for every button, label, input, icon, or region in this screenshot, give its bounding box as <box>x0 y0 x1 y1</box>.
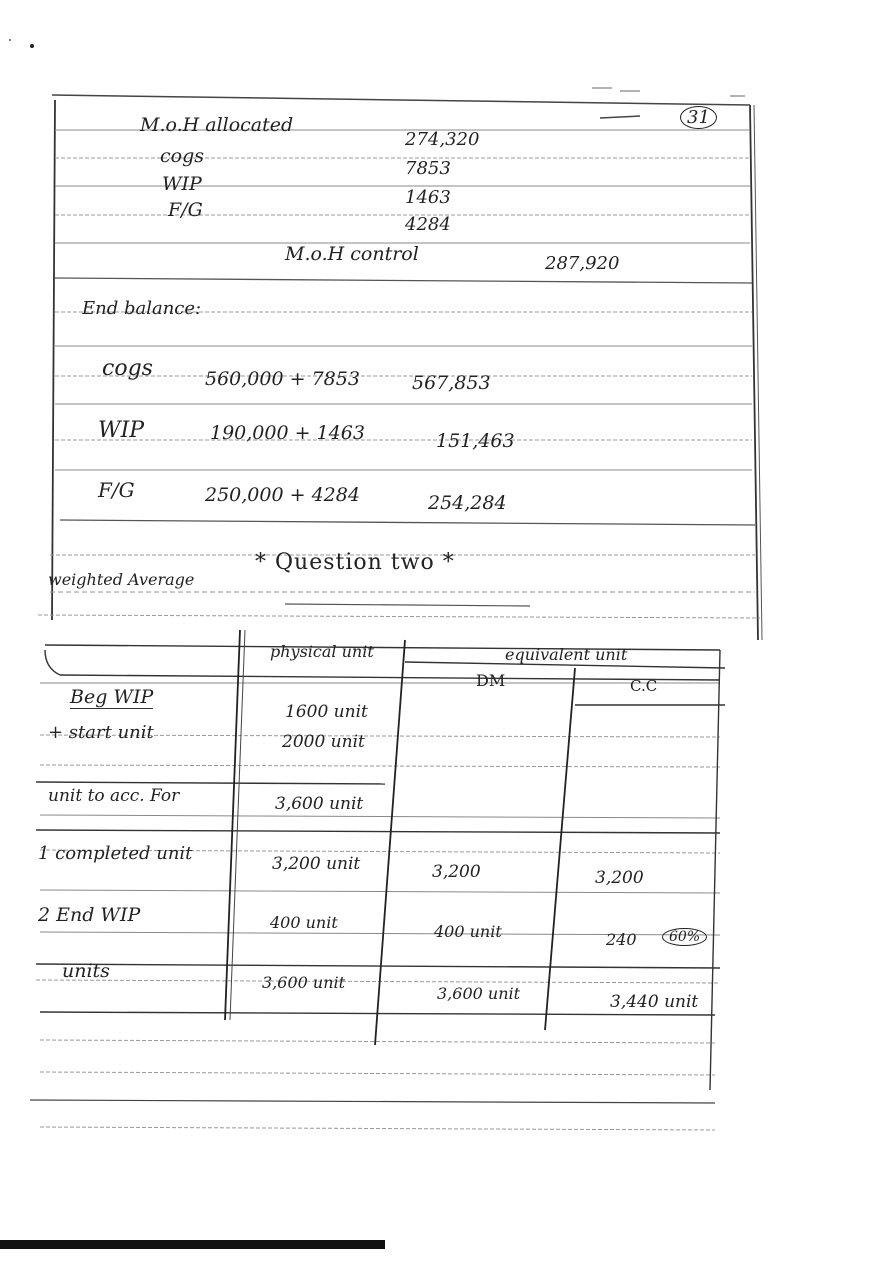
row-units-dm: 3,600 unit <box>437 984 521 1003</box>
row-completed-cc: 3,200 <box>595 868 644 888</box>
row-end-wip-dm: 400 unit <box>434 922 502 941</box>
header-dm: DM <box>476 671 506 690</box>
row-end-wip-cc: 240 <box>606 930 637 949</box>
cogs-calc: 560,000 + 7853 <box>205 368 360 390</box>
row-completed-label: 1 completed unit <box>38 843 193 864</box>
journal-row-3-amount: 1463 <box>405 187 451 208</box>
end-balance-heading: End balance: <box>82 298 202 319</box>
header-physical-unit: physical unit <box>270 642 374 661</box>
journal-row-2-amount: 7853 <box>405 158 451 179</box>
row-start-unit-physical: 2000 unit <box>282 732 365 752</box>
credit-amount: 287,920 <box>545 253 620 274</box>
wip-label: WIP <box>98 418 145 443</box>
cogs-label: cogs <box>102 356 153 381</box>
credit-account: M.o.H control <box>285 243 419 265</box>
question-two-title: * Question two * <box>255 550 455 575</box>
journal-row-4-account: F/G <box>168 199 203 221</box>
row-to-account-label: unit to acc. For <box>48 786 180 806</box>
fg-label: F/G <box>98 478 135 502</box>
row-units-physical: 3,600 unit <box>262 973 346 992</box>
row-end-wip-label: 2 End WIP <box>38 904 141 926</box>
row-completed-dm: 3,200 <box>432 862 481 882</box>
fg-calc: 250,000 + 4284 <box>205 484 360 506</box>
journal-row-2-account: cogs <box>160 145 204 167</box>
row-units-cc: 3,440 unit <box>610 992 699 1012</box>
row-completed-physical: 3,200 unit <box>272 854 361 874</box>
journal-row-1-account: M.o.H allocated <box>140 114 294 136</box>
journal-row-3-account: WIP <box>162 173 202 195</box>
wip-calc: 190,000 + 1463 <box>210 422 365 444</box>
row-start-unit-label: + start unit <box>48 722 154 743</box>
scan-edge-bar <box>0 1240 385 1249</box>
journal-row-1-amount: 274,320 <box>405 129 480 150</box>
method-label: weighted Average <box>48 570 195 589</box>
page-number: 31 <box>680 106 717 129</box>
journal-row-4-amount: 4284 <box>405 214 451 235</box>
wip-result: 151,463 <box>436 430 515 452</box>
row-units-label: units <box>62 960 110 982</box>
header-cc: C.C <box>630 677 658 695</box>
fg-result: 254,284 <box>428 492 507 514</box>
header-equivalent-unit: equivalent unit <box>505 645 628 664</box>
row-to-account-physical: 3,600 unit <box>275 794 364 814</box>
row-end-wip-physical: 400 unit <box>270 913 338 932</box>
cogs-result: 567,853 <box>412 372 491 394</box>
row-beg-wip-physical: 1600 unit <box>285 702 368 722</box>
row-beg-wip-label: Beg WIP <box>70 686 154 708</box>
row-end-wip-cc-note: 60% <box>662 928 707 946</box>
